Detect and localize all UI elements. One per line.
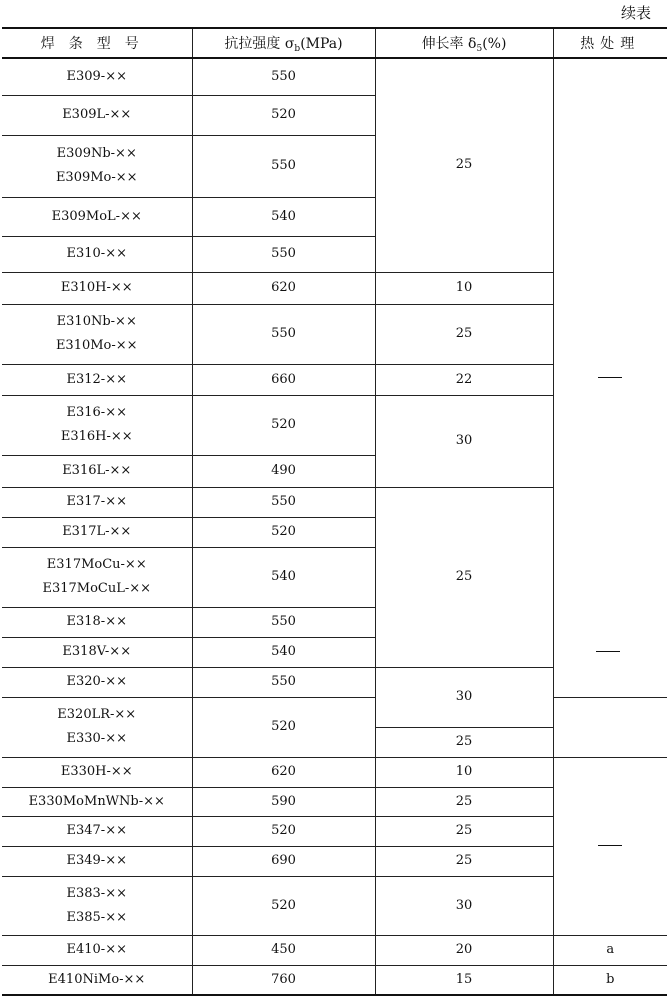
model-cell: E309Nb-×× E309Mo-×× — [2, 135, 192, 197]
tensile-cell: 620 — [192, 757, 375, 787]
model-cell: E330H-×× — [2, 757, 192, 787]
model-cell: E318V-×× — [2, 637, 192, 667]
model-cell: E349-×× — [2, 846, 192, 876]
header-tensile: 抗拉强度 $\sigma_b(MPa)$ — [192, 28, 375, 58]
tensile-cell: 590 — [192, 787, 375, 816]
dash-mark — [598, 377, 622, 378]
tensile-cell: 620 — [192, 272, 375, 304]
table-row — [2, 58, 667, 95]
tensile-cell: 550 — [192, 236, 375, 272]
heat-treatment-cell — [553, 757, 667, 935]
tensile-cell: 520 — [192, 517, 375, 547]
elongation-cell: 25 — [375, 787, 553, 816]
tensile-cell: 690 — [192, 846, 375, 876]
welding-rod-table — [2, 27, 667, 996]
model-cell: E309MoL-×× — [2, 197, 192, 236]
model-cell: E383-×× E385-×× — [2, 876, 192, 935]
heat-treatment-cell: b — [553, 965, 667, 995]
header-heat-treatment: 热处理 — [553, 28, 667, 58]
elongation-cell: 15 — [375, 965, 553, 995]
model-cell: E318-×× — [2, 607, 192, 637]
model-cell: E312-×× — [2, 364, 192, 395]
heat-treatment-cell — [553, 697, 667, 757]
model-cell: E317L-×× — [2, 517, 192, 547]
elongation-cell: 25 — [375, 816, 553, 846]
elongation-cell: 20 — [375, 935, 553, 965]
model-cell: E410NiMo-×× — [2, 965, 192, 995]
tensile-cell: 540 — [192, 197, 375, 236]
model-cell: E310H-×× — [2, 272, 192, 304]
elongation-cell: 25 — [375, 58, 553, 272]
tensile-cell: 660 — [192, 364, 375, 395]
elongation-cell: 25 — [375, 727, 553, 757]
table-header-row — [2, 28, 667, 58]
model-cell: E309-×× — [2, 58, 192, 95]
table-row — [2, 697, 667, 727]
model-cell: E320-×× — [2, 667, 192, 697]
model-cell: E316L-×× — [2, 455, 192, 487]
model-cell: E310Nb-×× E310Mo-×× — [2, 304, 192, 364]
elongation-cell: 10 — [375, 272, 553, 304]
model-cell: E317MoCu-×× E317MoCuL-×× — [2, 547, 192, 607]
tensile-cell: 490 — [192, 455, 375, 487]
tensile-cell: 520 — [192, 876, 375, 935]
model-cell: E347-×× — [2, 816, 192, 846]
dash-mark — [598, 845, 622, 846]
model-cell: E330MoMnWNb-×× — [2, 787, 192, 816]
tensile-cell: 550 — [192, 667, 375, 697]
model-cell: E316-×× E316H-×× — [2, 395, 192, 455]
model-cell: E310-×× — [2, 236, 192, 272]
tensile-cell: 550 — [192, 135, 375, 197]
tensile-cell: 520 — [192, 816, 375, 846]
table-row — [2, 965, 667, 995]
model-cell: E410-×× — [2, 935, 192, 965]
header-elongation: 伸长率 $\delta_5(\%)$ — [375, 28, 553, 58]
heat-treatment-cell: a — [553, 935, 667, 965]
table-row — [2, 757, 667, 787]
tensile-cell: 520 — [192, 697, 375, 757]
model-cell: E320LR-×× E330-×× — [2, 697, 192, 757]
elongation-cell: 30 — [375, 876, 553, 935]
elongation-cell: 25 — [375, 846, 553, 876]
elongation-cell: 30 — [375, 667, 553, 727]
tensile-cell: 450 — [192, 935, 375, 965]
tensile-cell: 540 — [192, 547, 375, 607]
tensile-cell: 520 — [192, 95, 375, 135]
tensile-cell: 550 — [192, 607, 375, 637]
tensile-cell: 520 — [192, 395, 375, 455]
heat-treatment-cell — [553, 58, 667, 697]
tensile-cell: 540 — [192, 637, 375, 667]
model-cell: E317-×× — [2, 487, 192, 517]
elongation-cell: 25 — [375, 304, 553, 364]
elongation-cell: 25 — [375, 487, 553, 667]
dash-mark-2 — [596, 651, 620, 652]
elongation-cell: 10 — [375, 757, 553, 787]
header-model: 焊条型号 — [2, 28, 192, 58]
elongation-cell: 22 — [375, 364, 553, 395]
table-row — [2, 935, 667, 965]
tensile-cell: 550 — [192, 304, 375, 364]
model-cell: E309L-×× — [2, 95, 192, 135]
elongation-cell: 30 — [375, 395, 553, 487]
tensile-cell: 550 — [192, 487, 375, 517]
continued-label: 续表 — [620, 4, 651, 22]
tensile-cell: 760 — [192, 965, 375, 995]
tensile-cell: 550 — [192, 58, 375, 95]
